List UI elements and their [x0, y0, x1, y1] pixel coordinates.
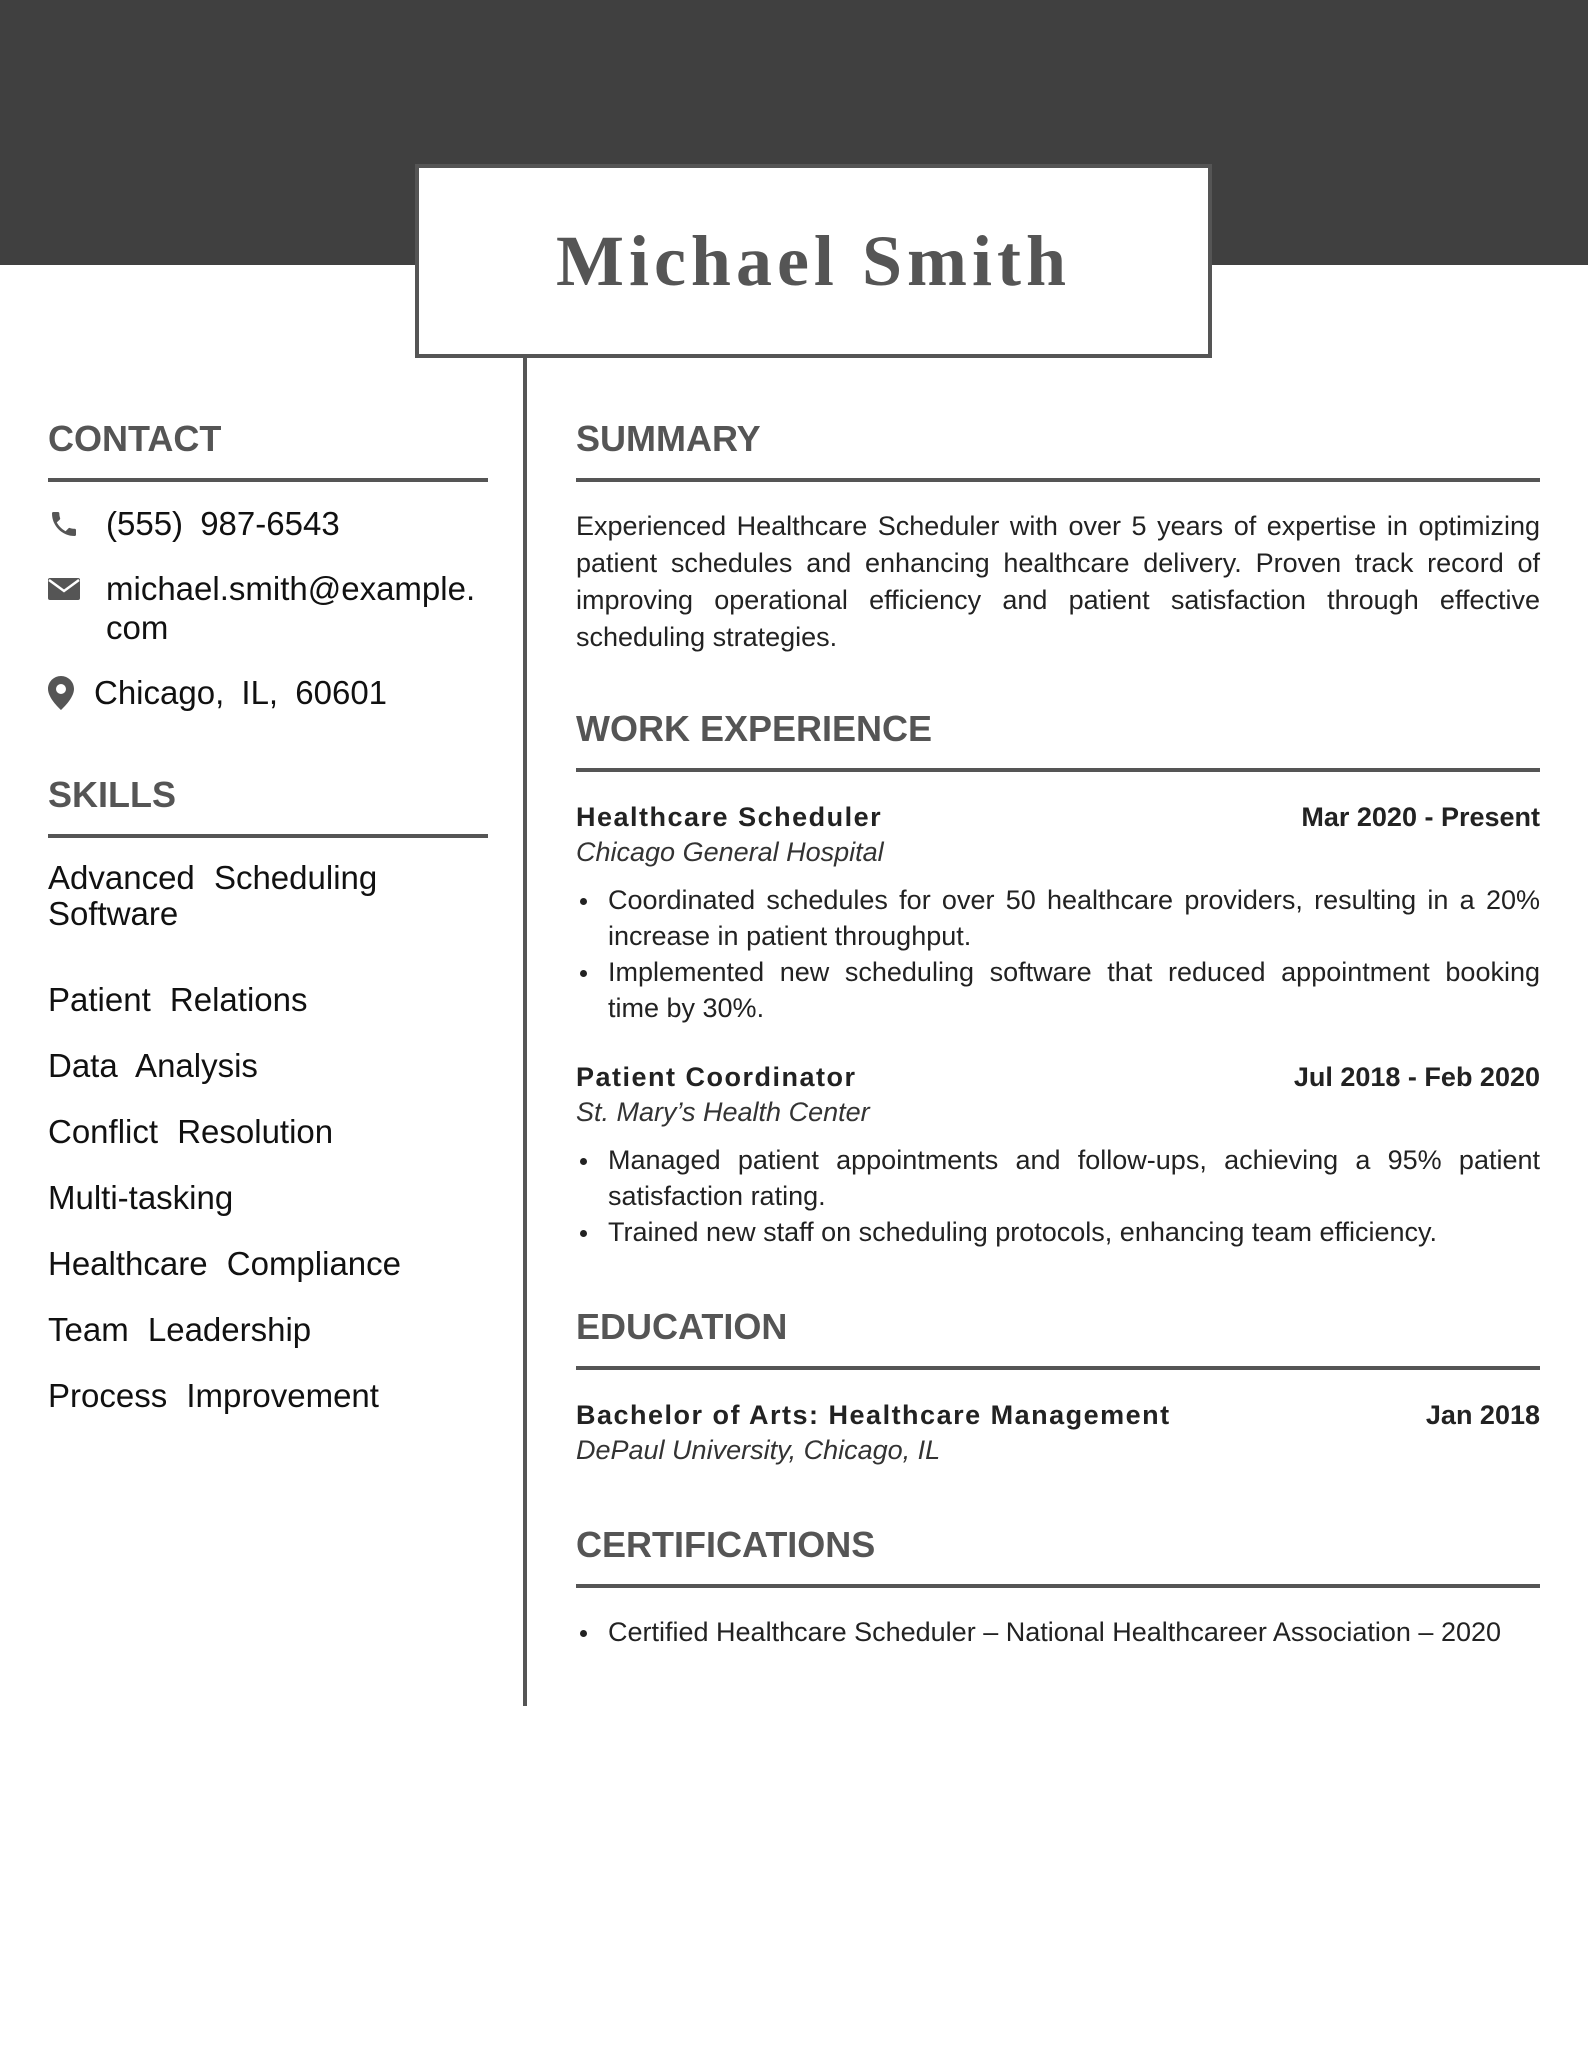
job-org: St. Mary’s Health Center: [576, 1097, 870, 1127]
work-section: [576, 708, 1540, 1250]
summary-title: SUMMARY: [576, 418, 1540, 482]
contact-email: [48, 569, 488, 647]
email-line-2: com: [106, 609, 169, 646]
summary-text: Experienced Healthcare Scheduler with over 5 years of expertise in optimizing patient schedules and enhancing healthcare delivery. Proven track record of improving operational efficiency and patient satisfaction through effective scheduling strategies.: [576, 511, 1540, 652]
skill-item: Multi-tasking: [48, 1179, 234, 1216]
skills-section: [48, 774, 488, 1414]
contact-location: [48, 673, 488, 712]
candidate-name: Michael Smith: [556, 220, 1071, 301]
skill-item: [48, 860, 488, 932]
skills-title: SKILLS: [48, 774, 488, 838]
skill-line: Software: [48, 895, 179, 932]
job-title: Patient Coordinator: [576, 1062, 857, 1092]
job-entry: [576, 1060, 1540, 1250]
job-dates: Jul 2018 - Feb 2020: [1293, 1062, 1540, 1092]
job-bullet: Trained new staff on scheduling protocols, enhancing team efficiency.: [576, 1214, 1540, 1250]
education-section: [576, 1306, 1540, 1468]
skill-item: Process Improvement: [48, 1377, 379, 1414]
phone-text: (555) 987-6543: [106, 505, 340, 542]
job-title: Healthcare Scheduler: [576, 802, 883, 832]
left-column: [48, 418, 488, 1444]
certifications-section: [576, 1524, 1540, 1650]
right-column: [576, 418, 1540, 1650]
map-pin-icon: [48, 673, 78, 712]
skill-line: Advanced Scheduling: [48, 859, 378, 896]
job-bullet: Coordinated schedules for over 50 healthcare providers, resulting in a 20% increase in patient throughput.: [576, 882, 1540, 954]
column-divider: [523, 358, 527, 1706]
phone-icon: [48, 504, 82, 543]
work-title: WORK EXPERIENCE: [576, 708, 1540, 772]
education-title: EDUCATION: [576, 1306, 1540, 1370]
envelope-icon: [48, 569, 82, 608]
contact-title: CONTACT: [48, 418, 488, 482]
skill-item: Patient Relations: [48, 981, 308, 1018]
job-bullet: Managed patient appointments and follow-ups, achieving a 95% patient satisfaction rating.: [576, 1142, 1540, 1214]
email-line-1: michael.smith@example.: [106, 570, 476, 607]
job-entry: [576, 800, 1540, 1026]
name-box: [415, 164, 1212, 358]
contact-phone: [48, 504, 488, 543]
skill-item: Conflict Resolution: [48, 1113, 334, 1150]
degree: Bachelor of Arts: Healthcare Management: [576, 1400, 1171, 1430]
skill-item: Team Leadership: [48, 1311, 312, 1348]
job-org: Chicago General Hospital: [576, 837, 884, 867]
email-text: [106, 569, 475, 647]
skill-item: Healthcare Compliance: [48, 1245, 402, 1282]
summary-section: [576, 418, 1540, 656]
contact-section: [48, 418, 488, 712]
location-text: Chicago, IL, 60601: [94, 674, 388, 711]
skill-item: Data Analysis: [48, 1047, 258, 1084]
certification-item: Certified Healthcare Scheduler – National Healthcareer Association – 2020: [576, 1614, 1540, 1650]
certifications-title: CERTIFICATIONS: [576, 1524, 1540, 1588]
school: DePaul University, Chicago, IL: [576, 1435, 941, 1465]
job-bullet: Implemented new scheduling software that reduced appointment booking time by 30%.: [576, 954, 1540, 1026]
job-dates: Mar 2020 - Present: [1301, 802, 1540, 832]
degree-date: Jan 2018: [1425, 1400, 1540, 1430]
